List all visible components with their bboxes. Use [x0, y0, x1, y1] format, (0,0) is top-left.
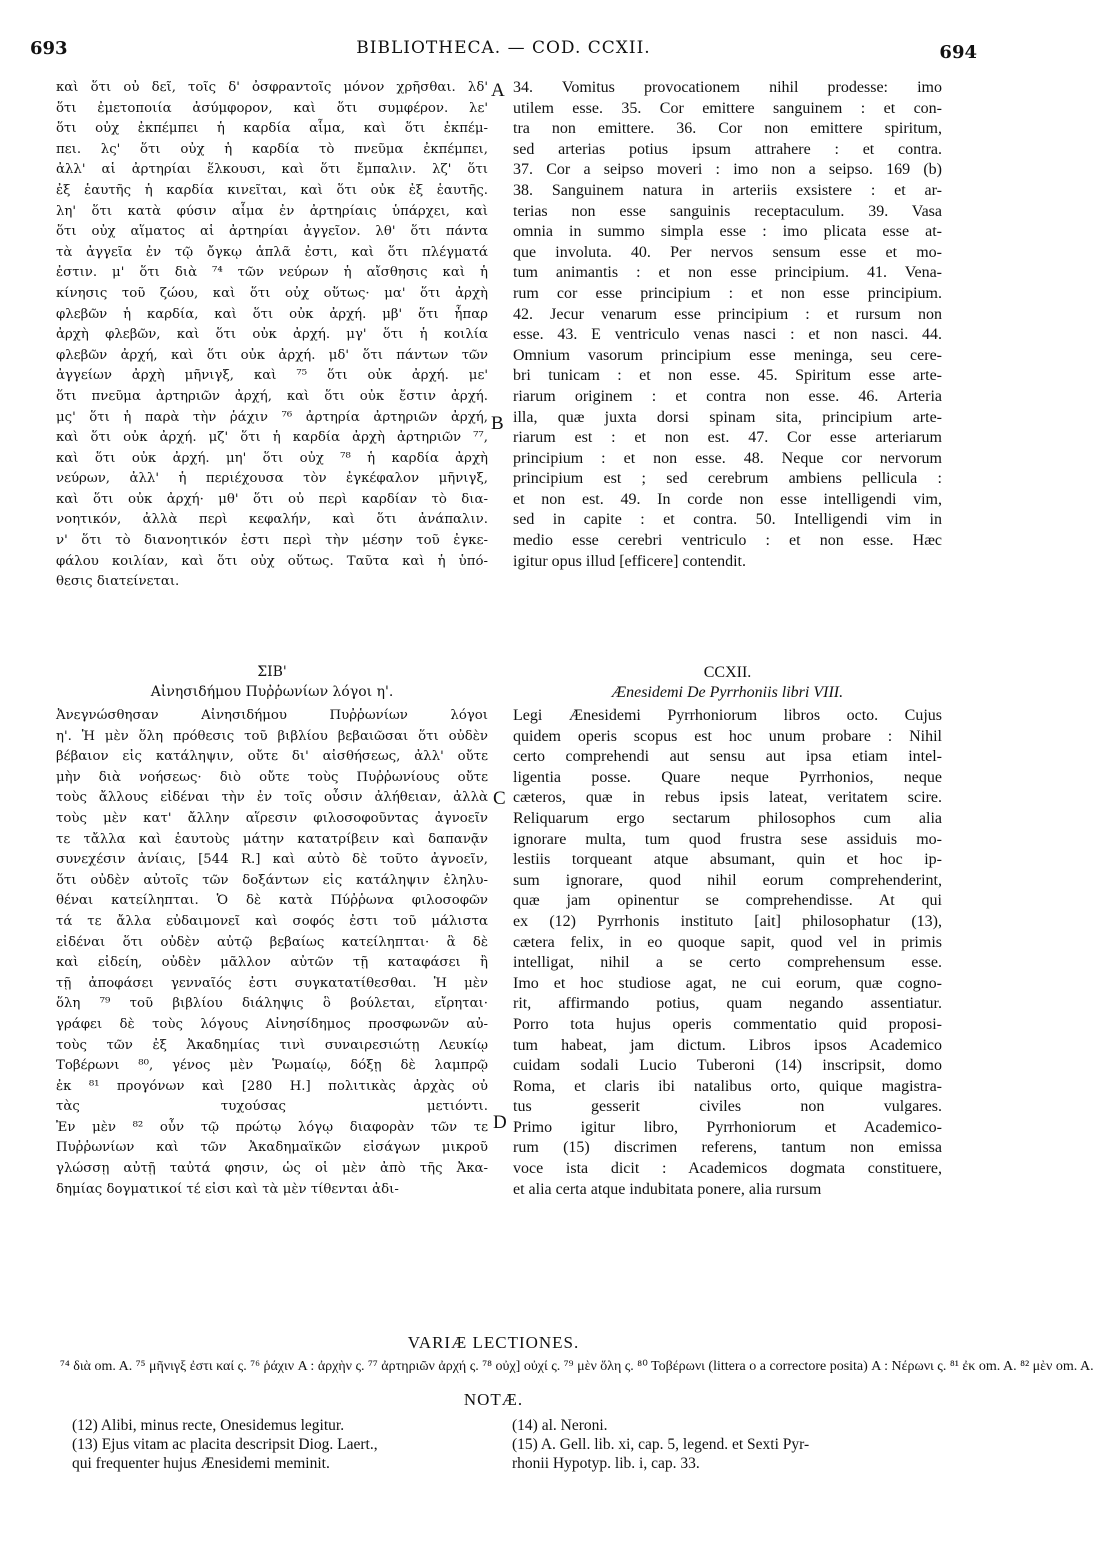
section-mark-b: B — [491, 413, 504, 434]
codex-number-greek: ΣΙΒ' — [257, 664, 287, 680]
notes-right-column — [512, 1416, 942, 1473]
latin-text-line: 34. Vomitus provocationem nihil prodesse: imo — [513, 79, 942, 96]
notae-heading: NOTÆ. — [463, 1390, 524, 1409]
note-line: qui frequenter hujus Ænesidemi meminit. — [72, 1455, 330, 1472]
greek-text-line: καὶ εἰδείη, οὐδὲν μᾶλλον αὐτῶν τῇ καταφάσει ἢ — [56, 955, 488, 971]
page-header — [30, 38, 977, 68]
latin-text-line: utilem esse. 35. Cor emittere sanguinem : et con- — [513, 99, 942, 117]
greek-text-line: φλεβῶν ἀρχή, καὶ ὅτι οὐκ ἀρχή. μδ' ὅτι πάντων τῶν — [56, 347, 488, 363]
latin-text-line: rit, affirmando potius, quam negando assentiatur. — [513, 995, 942, 1013]
greek-text-line: καὶ ὅτι οὐκ ἀρχή. μη' ὅτι οὐχ ⁷⁸ ἡ καρδία ἀρχὴ — [56, 450, 488, 466]
greek-text-line: καὶ ὅτι οὐκ ἀρχή· μθ' ὅτι οὐ περὶ καρδίαν τὸ δια- — [56, 491, 488, 507]
greek-text-line: συνεχέσιν ἀνίαις, [544 R.] καὶ αὐτὸ δὲ τοῦτο ἀγνοεῖν, — [56, 852, 488, 868]
greek-text-line: ὅτι ἐμετοποιία ἀσύμφορον, καὶ ὅτι συμφέρον. λε' — [56, 100, 488, 116]
latin-text-line: certo comprehendi aut sensu aut ipsa etiam intel- — [513, 748, 942, 766]
latin-text-line: 38. Sanguinem natura in arteriis exsistere : et ar- — [513, 181, 942, 199]
latin-column-upper — [513, 78, 942, 572]
right-page-number: 694 — [939, 42, 977, 63]
greek-text-line: δημίας δογματικοί τέ εἰσι καὶ τὰ μὲν τίθενται ἀδι- — [56, 1181, 399, 1197]
latin-text-line: ignorare multa, tum quod frustra sese assiduis mo- — [513, 830, 942, 848]
latin-text-line: tus gesserit civiles non vulgares. — [513, 1098, 942, 1116]
subtitle-greek: Αἰνησιδήμου Πυῤῥωνίων λόγοι η'. — [150, 684, 394, 700]
latin-text-line: sum ignorare, quod nihil eorum comprehenderint, — [513, 871, 942, 889]
latin-text-line: Omnium vasorum principium esse meninga, seu cere- — [513, 346, 942, 364]
running-title: BIBLIOTHECA. — COD. CCXII. — [356, 38, 651, 58]
latin-text-line: cæteros, quæ in rebus ipsis lateat, veritatem scire. — [513, 789, 942, 807]
latin-text-line: principium est ; sed cerebrum ambiens pellicula : — [513, 470, 942, 488]
greek-text-line: ὅτι οὐχ ἐκπέμπει ἡ καρδία αἷμα, καὶ ὅτι ἐκπέμ- — [56, 121, 488, 137]
greek-text-line: νοητικόν, ἀλλὰ περὶ κεφαλήν, καὶ ὅτι ἀνάπαλιν. — [56, 512, 488, 528]
notes-left-column — [72, 1416, 482, 1473]
latin-text-line: Imo et hoc studiose agat, ne cui eorum, quæ cogno- — [513, 974, 942, 992]
latin-text-line: cuidam sodali Lucio Tuberoni (14) inscripsit, domo — [513, 1057, 942, 1075]
latin-text-line: ex (12) Pyrrhonis instituto [ait] philosophatur (13), — [513, 912, 942, 930]
greek-text-line: ἀλλ' αἱ ἀρτηρίαι ἕλκουσι, καὶ ὅτι ἔμπαλιν. λζ' ὅτι — [56, 162, 488, 178]
greek-text-line: τοὺς ἄλλους εἰδέναι τὴν ἐν τοῖς οὖσιν ἀλήθειαν, ἀλλὰ — [56, 790, 488, 806]
subtitle-latin: Ænesidemi De Pyrrhoniis libri VIII. — [611, 684, 844, 701]
greek-text-line: μς' ὅτι ἡ παρὰ τὴν ῥάχιν ⁷⁶ ἀρτηρία ἀρτηριῶν ἀρχή, — [56, 409, 488, 425]
section-mark-c: C — [493, 788, 506, 809]
greek-text-line: Τοβέρωνι ⁸⁰, γένος μὲν Ῥωμαίῳ, δόξῃ δὲ λαμπρῷ — [56, 1058, 488, 1074]
latin-column-lower — [513, 706, 942, 1200]
latin-text-line: quidem operis scopus est hoc unum probare : Nihil — [513, 727, 942, 745]
variae-lectiones-heading: VARIÆ LECTIONES. — [407, 1333, 580, 1352]
greek-text-line: τά τε ἄλλα εὐδαιμονεῖ καὶ σοφός ἐστι τοῦ μάλιστα — [56, 913, 488, 929]
note-line: (13) Ejus vitam ac placita descripsit Diog. Laert., — [72, 1436, 378, 1453]
latin-text-line: riarum est : et non est. 47. Cor esse arteriarum — [513, 429, 942, 447]
greek-text-line: ὅλη ⁷⁹ τοῦ βιβλίου διάληψις ὃ βούλεται, εἴρηται· — [56, 996, 488, 1012]
variae-lectiones-text: ⁷⁴ διὰ om. A. ⁷⁵ μῆνιγξ ἐστι καί ς. ⁷⁶ ῥάχιν A : ἀρχὴν ς. ⁷⁷ ἀρτηριῶν ἀρχή ς. ⁷⁸ οὐχ] οὐχί ς. ⁷⁹ μὲν ὅλη ς. ⁸⁰ Τοβέρωνι (littera ο a correctore posita) A : Νέρωνι ς. ⁸¹ ἐκ om. A. ⁸² μὲν om. A. — [60, 1359, 1094, 1374]
latin-text-line: cætera felix, in eo quoque sapit, quod vel in primis — [513, 933, 942, 951]
greek-text-line: φλεβῶν ἡ καρδία, καὶ ὅτι οὐκ ἀρχή. μβ' ὅτι ἧπαρ — [56, 306, 488, 322]
latin-text-line: 42. Jecur venarum esse principium : et rursum non — [513, 305, 942, 323]
note-line: (14) al. Neroni. — [512, 1417, 608, 1434]
section-mark-a: A — [491, 80, 505, 101]
greek-text-line: βέβαιον εἰς κατάληψιν, οὔτε δι' αἰσθήσεως, ἀλλ' οὔτε — [56, 749, 488, 765]
latin-text-line: riarum originem : et contra non esse. 46. Arteria — [513, 387, 942, 405]
greek-text-line: τὰς τυχούσας μετιόντι. — [56, 1099, 488, 1115]
greek-text-line: θεσις διατείνεται. — [56, 574, 180, 590]
greek-text-line: Πυῤῥωνίων καὶ τῶν Ἀκαδημαϊκῶν εἰσάγων μικροῦ — [56, 1140, 488, 1156]
greek-text-line: νεύρων, ἀλλ' ἡ περιέχουσα τὸν ἐγκέφαλον μῆνιγξ, — [56, 471, 488, 487]
greek-text-line: εἰδέναι ὅτι οὐδὲν αὐτῷ βεβαίως κατείληπται· ἃ δὲ — [56, 934, 488, 950]
greek-text-line: καὶ ὅτι οὐ δεῖ, τοῖς δ' ὀσφραντοῖς μόνον χρῆσθαι. λδ' — [56, 80, 488, 95]
greek-text-line: ἐξ ἑαυτῆς ἡ καρδία κινεῖται, καὶ ὅτι οὐκ ἐξ ἑαυτῆς. — [56, 182, 488, 198]
greek-text-line: ὅτι οὐδὲν αὐτοῖς τῶν δοξάντων εἰς κατάληψιν ἐληλυ- — [56, 872, 488, 888]
note-line: (12) Alibi, minus recte, Onesidemus legitur. — [72, 1417, 345, 1434]
latin-text-line: voce ista dicit : Academicos dogmata constituere, — [513, 1160, 942, 1178]
latin-text-line: Legi Ænesidemi Pyrrhoniorum libros octo. Cujus — [513, 707, 942, 724]
greek-text-line: γλώσσῃ αὐτῇ ταὐτά φησιν, ὡς οἱ μὲν ἀπὸ τῆς Ἀκα- — [56, 1161, 488, 1177]
latin-text-line: terias non esse sanguinis receptaculum. 39. Vasa — [513, 202, 942, 220]
latin-text-line: esse. 43. E ventriculo venas nasci : et non nasci. 44. — [513, 326, 942, 344]
greek-text-line: Ἀνεγνώσθησαν Αἰνησιδήμου Πυῤῥωνίων λόγοι — [56, 708, 488, 723]
greek-text-line: ὅτι πνεῦμα ἀρτηριῶν ἀρχή, καὶ ὅτι οὐκ ἔστιν ἀρχή. — [56, 388, 488, 404]
greek-text-line: πει. λς' ὅτι οὐχ ἡ καρδία τὸ πνεῦμα ἐκπέμπει, — [56, 141, 488, 157]
greek-text-line: καὶ ὅτι οὐκ ἀρχή. μζ' ὅτι ἡ καρδία ἀρχὴ ἀρτηριῶν ⁷⁷, — [56, 430, 488, 446]
latin-text-line: 37. Cor a seipso moveri : imo non a seipso. 169 (b) — [513, 161, 942, 179]
greek-text-line: τε τἄλλα καὶ ἑαυτοὺς μάτην κατατρίβειν καὶ δαπανᾷν — [56, 831, 488, 847]
greek-text-line: μὴν διὰ νοήσεως· διὸ οὔτε τοὺς Πυῤῥωνίους οὔτε — [56, 769, 488, 785]
greek-text-line: κίνησις τοῦ ζώου, καὶ ὅτι οὐχ οὕτως· μα' ὅτι ἀρχὴ — [56, 285, 488, 301]
latin-text-line: sed in capite : et contra. 50. Intelligendi vim in — [513, 511, 942, 529]
greek-column-lower — [56, 706, 488, 1200]
latin-text-line: lestiis torqueant atque absumant, quin et hoc ip- — [513, 851, 942, 869]
greek-text-line: Ἐν μὲν ⁸² οὖν τῷ πρώτῳ λόγῳ διαφορὰν τῶν τε — [56, 1119, 488, 1135]
latin-text-line: Porro tota hujus operis commentatio quid proposi- — [513, 1015, 942, 1033]
latin-text-line: principium : et non esse. 48. Neque cor nervorum — [513, 449, 942, 467]
latin-text-line: igitur opus illud [efficere] contendit. — [513, 552, 746, 570]
latin-text-line: bri tunicam : et non esse. 45. Spiritum esse arte- — [513, 367, 942, 385]
greek-text-line: ὅτι οὐχ αἵματος αἱ ἀρτηρίαι ἀγγεῖον. λθ' ὅτι πάντα — [56, 224, 488, 240]
latin-text-line: Reliquarum ergo sectarum philosophos cum alia — [513, 809, 942, 827]
latin-text-line: sed arterias potius ipsum attrahere : et contra. — [513, 140, 942, 158]
note-line: rhonii Hypotyp. lib. i, cap. 33. — [512, 1455, 700, 1472]
latin-text-line: intelligat, nihil a se certo comprehensum esse. — [513, 954, 942, 972]
latin-text-line: tum habeat, jam dictum. Libros ipsos Academico — [513, 1036, 942, 1054]
greek-text-line: ν' ὅτι τὸ διανοητικόν ἐστι περὶ τὴν μέσην τοῦ ἐγκε- — [56, 533, 488, 549]
greek-text-line: τῇ ἀποφάσει γενναῖός ἐστι συγκατατίθεσθαι. Ἡ μὲν — [56, 975, 488, 991]
latin-text-line: ligentia posse. Quare neque Pyrrhonios, neque — [513, 768, 942, 786]
latin-text-line: que involuta. 40. Per nervos sensum esse et mo- — [513, 243, 942, 261]
left-page-number: 693 — [30, 38, 68, 59]
greek-text-line: ἀγγείων ἀρχὴ μῆνιγξ, καὶ ⁷⁵ ὅτι οὐκ ἀρχή. με' — [56, 368, 488, 384]
greek-text-line: θέναι κατείληπται. Ὁ δὲ κατὰ Πύῤῥωνα φιλοσοφῶν — [56, 893, 488, 909]
codex-number-latin: CCXII. — [703, 664, 752, 681]
greek-text-line: τοὺς τῶν ἐξ Ἀκαδημίας τινὶ συναιρεσιώτῃ Λευκίῳ — [56, 1037, 488, 1053]
latin-text-line: et alia certa atque indubitata ponere, alia rursum — [513, 1180, 822, 1198]
latin-text-line: Roma, et claris ibi natalibus orto, quique magistra- — [513, 1077, 942, 1095]
latin-text-line: quæ jam opinentur se comprehendisse. At qui — [513, 892, 942, 910]
latin-text-line: tum animantis : et non esse principium. 41. Vena- — [513, 264, 942, 282]
greek-text-line: η'. Ἡ μὲν ὅλη πρόθεσις τοῦ βιβλίου βεβαιῶσαι ὅτι οὐδὲν — [56, 728, 488, 744]
greek-text-line: ἐστιν. μ' ὅτι διὰ ⁷⁴ τῶν νεύρων ἡ αἴσθησις καὶ ἡ — [56, 265, 488, 281]
latin-text-line: illa, quæ juxta dorsi spinam sita, principium arte- — [513, 408, 942, 426]
greek-text-line: ἀρχὴ φλεβῶν, καὶ ὅτι οὐκ ἀρχή. μγ' ὅτι ἡ κοιλία — [56, 327, 488, 343]
note-line: (15) A. Gell. lib. xi, cap. 5, legend. et Sexti Pyr- — [512, 1436, 810, 1453]
greek-column-upper — [56, 78, 488, 593]
latin-text-line: tra non emittere. 36. Cor non emittere spiritum, — [513, 120, 942, 138]
greek-text-line: γράφει δὲ τοὺς λόγους Αἰνησίδημος προσφωνῶν αὐ- — [56, 1016, 488, 1032]
greek-text-line: λη' ὅτι κατὰ φύσιν αἷμα ἐν ἀρτηρίαις ὑπάρχει, καὶ — [56, 203, 488, 219]
greek-text-line: τὰ ἀγγεῖα ἐν τῷ ὄγκῳ ἁπλᾶ ἐστι, καὶ ὅτι πλέγματά — [56, 244, 488, 260]
latin-text-line: medio esse cerebri ventriculo : et non esse. Hæc — [513, 532, 942, 550]
latin-text-line: et non est. 49. In corde non esse intelligendi vim, — [513, 490, 942, 508]
latin-text-line: rum (15) discrimen referens, tantum non emissa — [513, 1139, 942, 1157]
latin-text-line: Primo igitur libro, Pyrrhoniorum et Academico- — [513, 1118, 942, 1136]
greek-text-line: τοὺς μὲν κατ' ἄλλην αἵρεσιν φιλοσοφοῦντας ἀγνοεῖν — [56, 810, 488, 826]
latin-text-line: rum cor esse principium : et non esse principium. — [513, 284, 942, 302]
section-mark-d: D — [493, 1112, 507, 1133]
latin-text-line: omnia in summo simpla esse : imo plicata esse at- — [513, 223, 942, 241]
greek-text-line: φάλου κοιλίαν, καὶ ὅτι οὐχ οὕτως. Ταῦτα καὶ ἡ ὑπό- — [56, 553, 488, 569]
greek-text-line: ἐκ ⁸¹ προγόνων καὶ [280 H.] πολιτικὰς ἀρχὰς οὐ — [56, 1078, 488, 1094]
